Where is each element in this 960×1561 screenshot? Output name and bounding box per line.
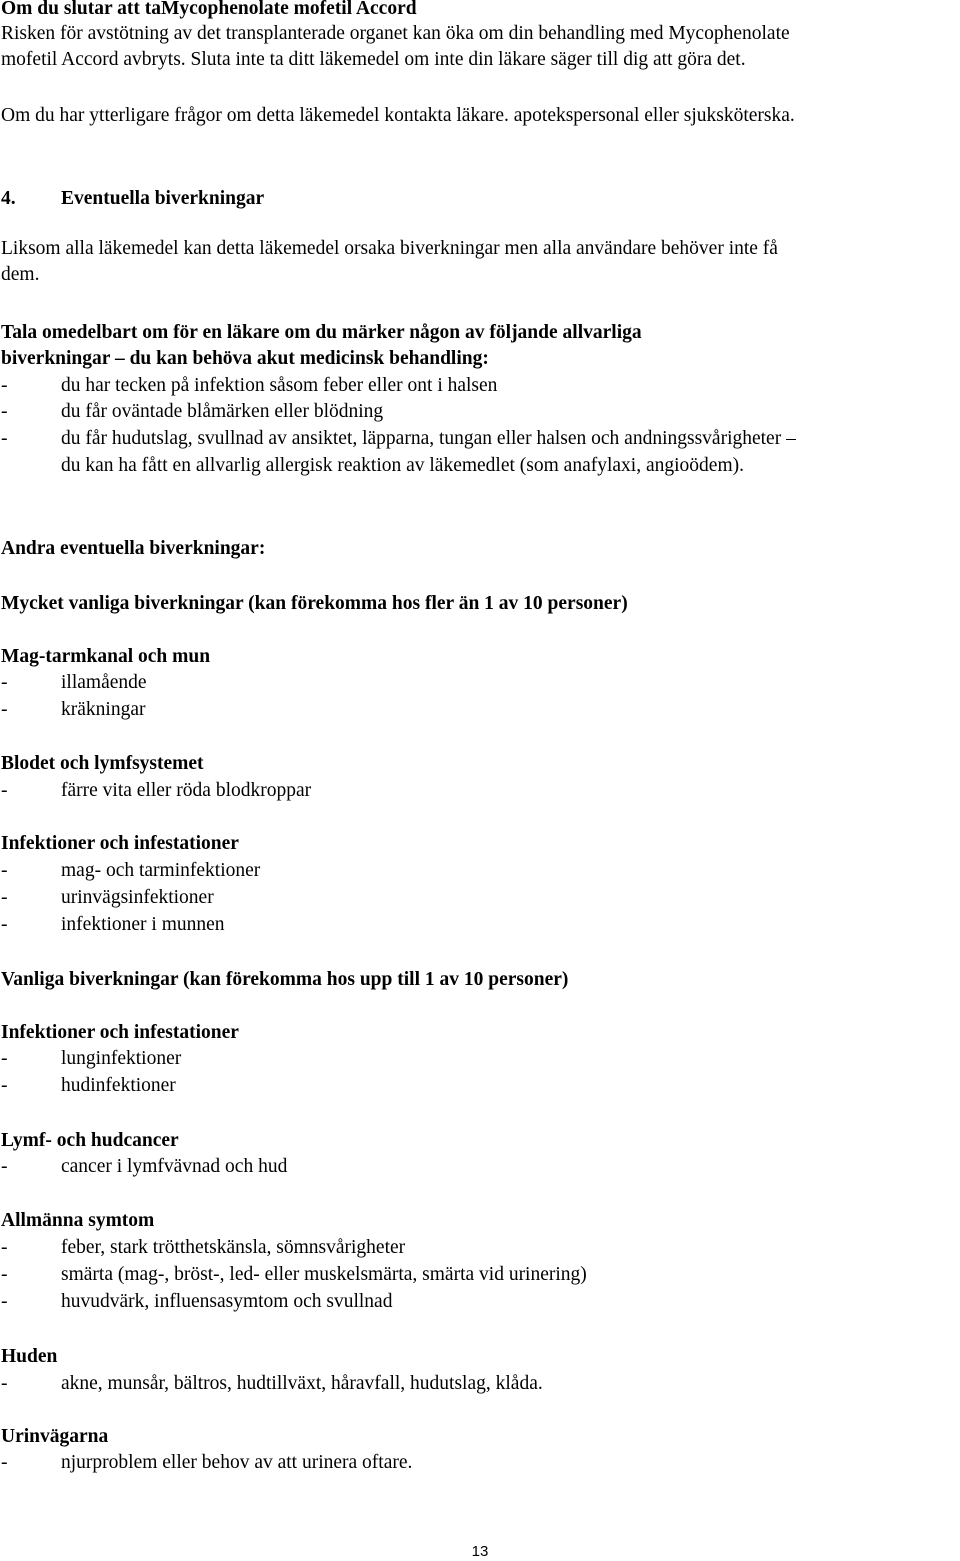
common-heading: Vanliga biverkningar (kan förekomma hos upp till 1 av 10 personer) (1, 969, 569, 990)
group-title: Mag-tarmkanal och mun (1, 646, 211, 667)
urgent-item-text: du kan ha fått en allvarlig allergisk reaktion av läkemedlet (som anafylaxi, angioödem). (61, 455, 744, 476)
bullet-dash: - (1, 1075, 8, 1096)
questions-paragraph: Om du har ytterligare frågor om detta läkemedel kontakta läkare. apotekspersonal eller sjuksköterska. (1, 105, 795, 126)
section-intro-line-2: dem. (1, 264, 40, 285)
list-item-text: mag- och tarminfektioner (61, 860, 261, 881)
list-item-text: cancer i lymfvävnad och hud (61, 1156, 288, 1177)
bullet-dash: - (1, 375, 8, 396)
section-intro-line-1: Liksom alla läkemedel kan detta läkemedel orsaka biverkningar men alla användare behöver inte få (1, 238, 778, 259)
bullet-dash: - (1, 401, 8, 422)
stop-heading: Om du slutar att taMycophenolate mofetil Accord (1, 0, 417, 19)
list-item-text: kräkningar (61, 699, 146, 720)
very-common-heading: Mycket vanliga biverkningar (kan förekomma hos fler än 1 av 10 personer) (1, 593, 628, 614)
group-title: Infektioner och infestationer (1, 1022, 239, 1043)
list-item-text: färre vita eller röda blodkroppar (61, 780, 312, 801)
urgent-item-text: du får hudutslag, svullnad av ansiktet, läpparna, tungan eller halsen och andningssvårigheter – (61, 428, 796, 449)
list-item-text: njurproblem eller behov av att urinera oftare. (61, 1452, 413, 1473)
list-item-text: hudinfektioner (61, 1075, 176, 1096)
stop-paragraph-line-1: Risken för avstötning av det transplanterade organet kan öka om din behandling med Mycophenolate (1, 23, 790, 44)
group-title: Infektioner och infestationer (1, 833, 239, 854)
list-item-text: lunginfektioner (61, 1048, 182, 1069)
group-title: Blodet och lymfsystemet (1, 753, 204, 774)
list-item-text: infektioner i munnen (61, 914, 225, 935)
group-title: Urinvägarna (1, 1426, 109, 1447)
group-title: Allmänna symtom (1, 1210, 155, 1231)
bullet-dash: - (1, 1291, 8, 1312)
bullet-dash: - (1, 914, 8, 935)
list-item-text: urinvägsinfektioner (61, 887, 214, 908)
urgent-item-text: du har tecken på infektion såsom feber eller ont i halsen (61, 375, 498, 396)
stop-paragraph-line-2: mofetil Accord avbryts. Sluta inte ta ditt läkemedel om inte din läkare säger till dig att göra det. (1, 49, 746, 70)
bullet-dash: - (1, 780, 8, 801)
page-number: 13 (471, 1543, 489, 1560)
list-item-text: smärta (mag-, bröst-, led- eller muskelsmärta, smärta vid urinering) (61, 1264, 587, 1285)
group-title: Huden (1, 1346, 58, 1367)
bullet-dash: - (1, 1373, 8, 1394)
group-title: Lymf- och hudcancer (1, 1130, 179, 1151)
bullet-dash: - (1, 1156, 8, 1177)
section-title: Eventuella biverkningar (61, 188, 265, 209)
bullet-dash: - (1, 699, 8, 720)
urgent-heading-line-1: Tala omedelbart om för en läkare om du märker någon av följande allvarliga (1, 322, 642, 343)
list-item-text: feber, stark trötthetskänsla, sömnsvårigheter (61, 1237, 406, 1258)
bullet-dash: - (1, 1264, 8, 1285)
bullet-dash: - (1, 887, 8, 908)
bullet-dash: - (1, 428, 8, 449)
urgent-item-text: du får oväntade blåmärken eller blödning (61, 401, 384, 422)
list-item-text: illamående (61, 672, 147, 693)
bullet-dash: - (1, 860, 8, 881)
bullet-dash: - (1, 1048, 8, 1069)
bullet-dash: - (1, 1237, 8, 1258)
bullet-dash: - (1, 672, 8, 693)
other-heading: Andra eventuella biverkningar: (1, 538, 266, 559)
list-item-text: akne, munsår, bältros, hudtillväxt, håravfall, hudutslag, klåda. (61, 1373, 543, 1394)
list-item-text: huvudvärk, influensasymtom och svullnad (61, 1291, 393, 1312)
section-number: 4. (1, 188, 16, 209)
urgent-heading-line-2: biverkningar – du kan behöva akut medicinsk behandling: (1, 348, 489, 369)
bullet-dash: - (1, 1452, 8, 1473)
